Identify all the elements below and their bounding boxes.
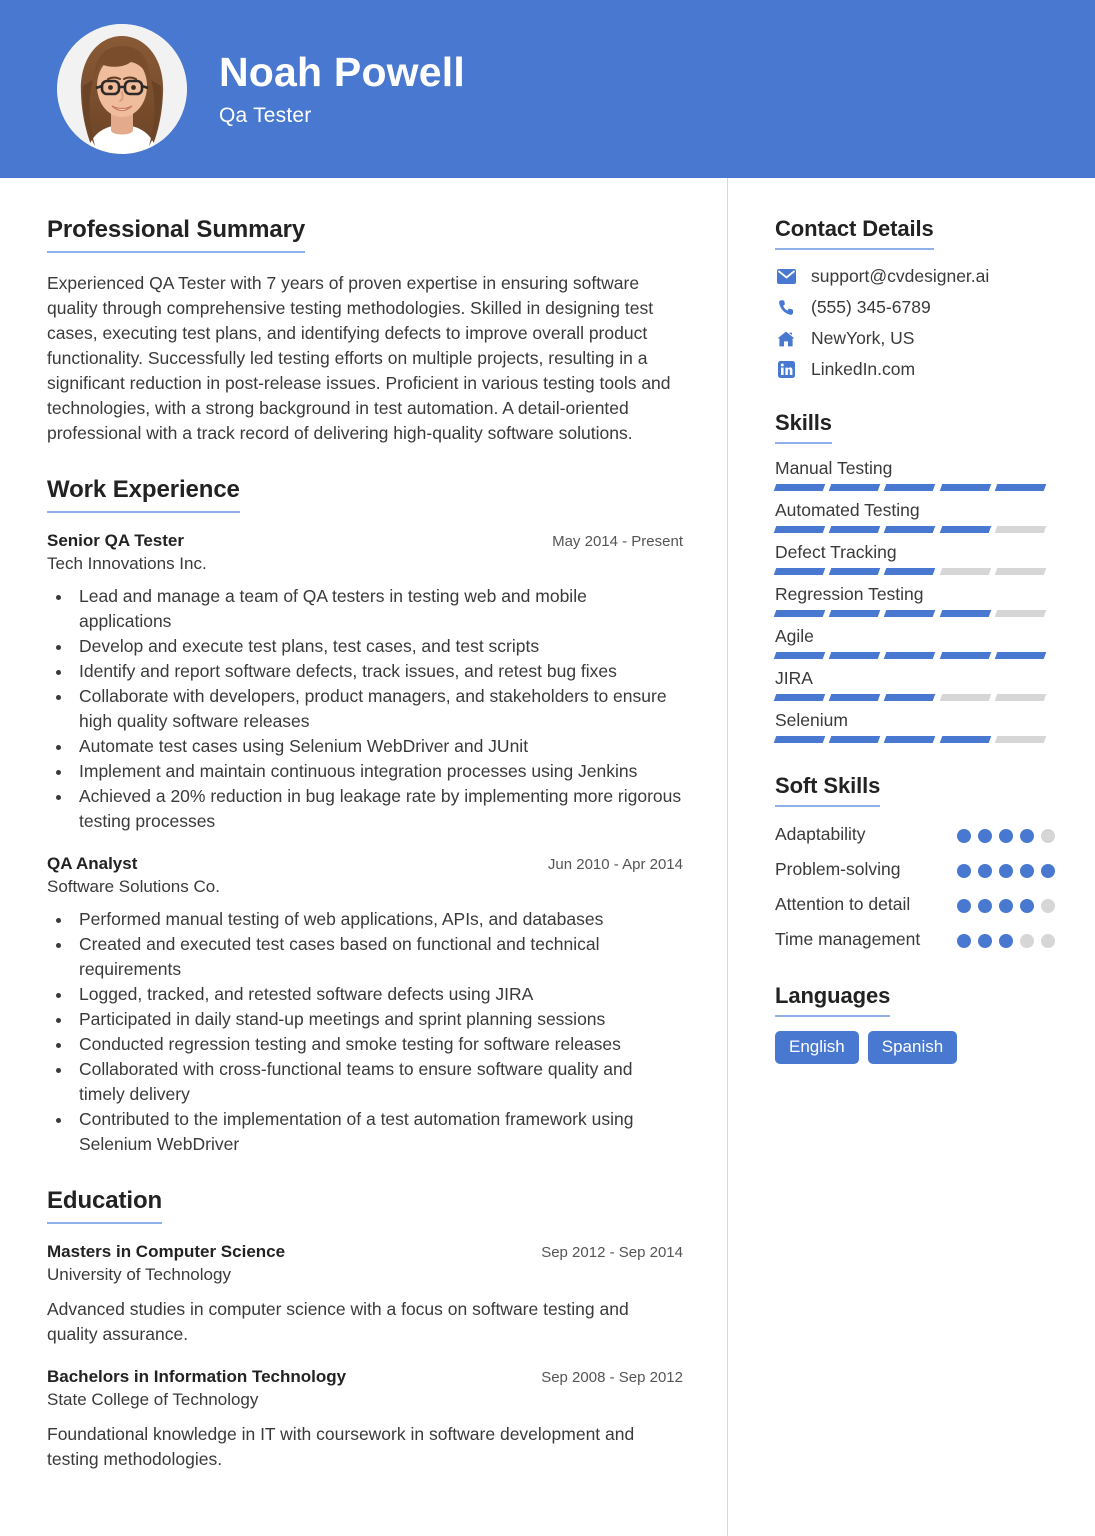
soft-skill-dot bbox=[1020, 899, 1034, 913]
experience-job-title: Senior QA Tester bbox=[47, 531, 184, 550]
skill-meter bbox=[775, 526, 1045, 533]
header-text-block bbox=[219, 50, 465, 128]
experience-bullet: • Created and executed test cases based on functional and technical requirements bbox=[73, 932, 683, 982]
contact-value: support@cvdesigner.ai bbox=[811, 266, 990, 286]
education-item-header bbox=[47, 1242, 683, 1262]
section-soft-skills bbox=[775, 773, 1055, 953]
experience-date-range: Jun 2010 - Apr 2014 bbox=[547, 856, 683, 873]
skill-meter-segment bbox=[774, 526, 826, 533]
section-education bbox=[47, 1187, 683, 1472]
education-date-range: Sep 2012 - Sep 2014 bbox=[541, 1244, 683, 1261]
skill-label: JIRA bbox=[775, 668, 813, 688]
skill-meter-segment bbox=[829, 526, 881, 533]
skill-meter-segment bbox=[995, 736, 1047, 743]
skill-item bbox=[775, 668, 1055, 701]
soft-skill-label: Time management bbox=[775, 929, 921, 949]
experience-item bbox=[47, 854, 683, 1157]
skill-meter-segment bbox=[774, 610, 826, 617]
skill-label: Defect Tracking bbox=[775, 542, 897, 562]
experience-bullet-list bbox=[73, 584, 683, 834]
section-heading-skills: Skills bbox=[775, 410, 832, 444]
contact-item[interactable] bbox=[775, 297, 1055, 318]
experience-date-range: May 2014 - Present bbox=[552, 533, 683, 550]
skill-meter-segment bbox=[829, 484, 881, 491]
skill-meter-segment bbox=[939, 526, 991, 533]
experience-bullet: • Participated in daily stand-up meetings and sprint planning sessions bbox=[73, 1007, 683, 1032]
soft-skill-dot bbox=[999, 899, 1013, 913]
section-heading-experience: Work Experience bbox=[47, 476, 240, 513]
soft-skill-dot bbox=[978, 934, 992, 948]
experience-company: Tech Innovations Inc. bbox=[47, 554, 207, 573]
soft-skill-item bbox=[775, 856, 1055, 883]
experience-bullet: • Lead and manage a team of QA testers in testing web and mobile applications bbox=[73, 584, 683, 634]
sidebar-column bbox=[728, 178, 1095, 1536]
education-degree: Masters in Computer Science bbox=[47, 1242, 286, 1261]
skill-label: Automated Testing bbox=[775, 500, 920, 520]
skill-meter-segment bbox=[995, 652, 1047, 659]
skill-meter bbox=[775, 652, 1045, 659]
language-tag[interactable]: Spanish bbox=[868, 1031, 957, 1064]
soft-skill-label: Adaptability bbox=[775, 824, 866, 844]
envelope-icon bbox=[775, 267, 797, 287]
contact-list bbox=[775, 266, 1055, 380]
skill-meter-segment bbox=[995, 484, 1047, 491]
education-item bbox=[47, 1367, 683, 1472]
skill-meter-segment bbox=[995, 526, 1047, 533]
contact-item[interactable] bbox=[775, 359, 1055, 380]
main-column bbox=[0, 178, 727, 1536]
skill-item bbox=[775, 458, 1055, 491]
skill-meter bbox=[775, 736, 1045, 743]
skill-meter-segment bbox=[829, 694, 881, 701]
experience-bullet: • Identify and report software defects, track issues, and retest bug fixes bbox=[73, 659, 683, 684]
skill-meter bbox=[775, 610, 1045, 617]
section-heading-education: Education bbox=[47, 1187, 162, 1224]
skill-meter-segment bbox=[829, 568, 881, 575]
skill-meter-segment bbox=[829, 610, 881, 617]
soft-skill-item bbox=[775, 891, 1055, 918]
education-description: Advanced studies in computer science with a focus on software testing and quality assurance. bbox=[47, 1299, 629, 1344]
soft-skill-label: Attention to detail bbox=[775, 894, 911, 914]
summary-text: Experienced QA Tester with 7 years of proven expertise in ensuring software quality through comprehensive testing methodologies. Skilled in designing test cases, executing test plans, and identifying defects to improve overall product functionality. Successfully led testing efforts on multiple projects, resulting in a significant reduction in post-release issues. Proficient in various testing tools and technologies, with a strong background in test automation. A detail-oriented professional with a track record of delivering high-quality software solutions. bbox=[47, 273, 671, 443]
education-description: Foundational knowledge in IT with coursework in software development and testing methodologies. bbox=[47, 1424, 635, 1469]
experience-bullet: • Contributed to the implementation of a test automation framework using Selenium WebDriver bbox=[73, 1107, 683, 1157]
soft-skill-dot bbox=[978, 864, 992, 878]
section-skills bbox=[775, 410, 1055, 743]
experience-bullet: • Logged, tracked, and retested software defects using JIRA bbox=[73, 982, 683, 1007]
home-icon bbox=[775, 329, 797, 349]
soft-skill-rating bbox=[957, 926, 1055, 948]
education-item-header bbox=[47, 1367, 683, 1387]
section-professional-summary bbox=[47, 216, 683, 446]
skill-meter-segment bbox=[774, 736, 826, 743]
soft-skill-dot bbox=[957, 899, 971, 913]
education-degree: Bachelors in Information Technology bbox=[47, 1367, 347, 1386]
skill-item bbox=[775, 500, 1055, 533]
education-list bbox=[47, 1242, 683, 1472]
profile-photo-illustration bbox=[57, 24, 187, 154]
section-heading-summary: Professional Summary bbox=[47, 216, 305, 253]
education-school: State College of Technology bbox=[47, 1390, 259, 1409]
skill-meter-segment bbox=[995, 694, 1047, 701]
resume-header bbox=[0, 0, 1095, 178]
skill-meter-segment bbox=[884, 694, 936, 701]
experience-item-header bbox=[47, 854, 683, 874]
soft-skill-dot bbox=[1041, 829, 1055, 843]
section-heading-languages: Languages bbox=[775, 983, 890, 1017]
skill-label: Regression Testing bbox=[775, 584, 924, 604]
skill-meter-segment bbox=[774, 694, 826, 701]
education-item bbox=[47, 1242, 683, 1347]
skill-meter-segment bbox=[829, 652, 881, 659]
soft-skill-dot bbox=[1020, 829, 1034, 843]
contact-value: LinkedIn.com bbox=[811, 359, 916, 379]
education-school: University of Technology bbox=[47, 1265, 231, 1284]
avatar bbox=[57, 24, 187, 154]
skill-meter-segment bbox=[884, 484, 936, 491]
skill-meter-segment bbox=[884, 568, 936, 575]
soft-skill-dot bbox=[999, 934, 1013, 948]
skill-meter bbox=[775, 484, 1045, 491]
experience-bullet: • Implement and maintain continuous integration processes using Jenkins bbox=[73, 759, 683, 784]
section-work-experience bbox=[47, 476, 683, 1157]
experience-item-header bbox=[47, 531, 683, 551]
soft-skill-item bbox=[775, 821, 1055, 848]
skill-meter-segment bbox=[774, 484, 826, 491]
skill-item bbox=[775, 542, 1055, 575]
skill-meter bbox=[775, 694, 1045, 701]
skill-meter-segment bbox=[939, 568, 991, 575]
contact-item[interactable] bbox=[775, 266, 1055, 287]
resume-body bbox=[0, 178, 1095, 1536]
experience-bullet: • Develop and execute test plans, test cases, and test scripts bbox=[73, 634, 683, 659]
skills-list bbox=[775, 458, 1055, 743]
experience-job-title: QA Analyst bbox=[47, 854, 138, 873]
section-heading-soft-skills: Soft Skills bbox=[775, 773, 880, 807]
skill-meter-segment bbox=[939, 694, 991, 701]
experience-bullet: • Achieved a 20% reduction in bug leakage rate by implementing more rigorous testing processes bbox=[73, 784, 683, 834]
languages-list bbox=[775, 1031, 1055, 1064]
skill-label: Selenium bbox=[775, 710, 848, 730]
soft-skills-list bbox=[775, 821, 1055, 953]
skill-meter-segment bbox=[884, 526, 936, 533]
page-title: Noah Powell bbox=[219, 48, 465, 95]
section-languages bbox=[775, 983, 1055, 1064]
experience-bullet: • Performed manual testing of web applications, APIs, and databases bbox=[73, 907, 683, 932]
soft-skill-dot bbox=[957, 934, 971, 948]
skill-item bbox=[775, 626, 1055, 659]
experience-company: Software Solutions Co. bbox=[47, 877, 220, 896]
skill-meter-segment bbox=[774, 652, 826, 659]
skill-meter bbox=[775, 568, 1045, 575]
skill-meter-segment bbox=[884, 652, 936, 659]
skill-meter-segment bbox=[939, 610, 991, 617]
contact-value: (555) 345-6789 bbox=[811, 297, 931, 317]
skill-meter-segment bbox=[884, 736, 936, 743]
experience-bullet-list bbox=[73, 907, 683, 1157]
soft-skill-dot bbox=[999, 864, 1013, 878]
soft-skill-rating bbox=[957, 821, 1055, 843]
soft-skill-dot bbox=[1041, 864, 1055, 878]
experience-bullet: • Automate test cases using Selenium WebDriver and JUnit bbox=[73, 734, 683, 759]
skill-label: Agile bbox=[775, 626, 814, 646]
skill-meter-segment bbox=[939, 652, 991, 659]
skill-meter-segment bbox=[774, 568, 826, 575]
skill-label: Manual Testing bbox=[775, 458, 893, 478]
education-date-range: Sep 2008 - Sep 2012 bbox=[541, 1369, 683, 1386]
linkedin-icon bbox=[775, 360, 797, 380]
experience-item bbox=[47, 531, 683, 834]
skill-meter-segment bbox=[939, 736, 991, 743]
soft-skill-dot bbox=[957, 829, 971, 843]
language-tag[interactable]: English bbox=[775, 1031, 859, 1064]
soft-skill-rating bbox=[957, 891, 1055, 913]
phone-icon bbox=[775, 298, 797, 318]
soft-skill-dot bbox=[1020, 934, 1034, 948]
soft-skill-dot bbox=[999, 829, 1013, 843]
soft-skill-label: Problem-solving bbox=[775, 859, 901, 879]
soft-skill-dot bbox=[1020, 864, 1034, 878]
skill-meter-segment bbox=[995, 610, 1047, 617]
soft-skill-rating bbox=[957, 856, 1055, 878]
experience-bullet: • Collaborated with cross-functional teams to ensure software quality and timely delivery bbox=[73, 1057, 683, 1107]
experience-bullet: • Conducted regression testing and smoke testing for software releases bbox=[73, 1032, 683, 1057]
soft-skill-item bbox=[775, 926, 1055, 953]
skill-meter-segment bbox=[995, 568, 1047, 575]
skill-item bbox=[775, 710, 1055, 743]
job-title: Qa Tester bbox=[219, 104, 312, 128]
contact-item[interactable] bbox=[775, 328, 1055, 349]
soft-skill-dot bbox=[957, 864, 971, 878]
soft-skill-dot bbox=[1041, 899, 1055, 913]
experience-list bbox=[47, 531, 683, 1157]
section-heading-contact: Contact Details bbox=[775, 216, 934, 250]
contact-value: NewYork, US bbox=[811, 328, 915, 348]
skill-meter-segment bbox=[829, 736, 881, 743]
soft-skill-dot bbox=[978, 899, 992, 913]
experience-bullet: • Collaborate with developers, product managers, and stakeholders to ensure high quality software releases bbox=[73, 684, 683, 734]
soft-skill-dot bbox=[1041, 934, 1055, 948]
skill-meter-segment bbox=[884, 610, 936, 617]
skill-meter-segment bbox=[939, 484, 991, 491]
section-contact-details bbox=[775, 216, 1055, 380]
skill-item bbox=[775, 584, 1055, 617]
soft-skill-dot bbox=[978, 829, 992, 843]
